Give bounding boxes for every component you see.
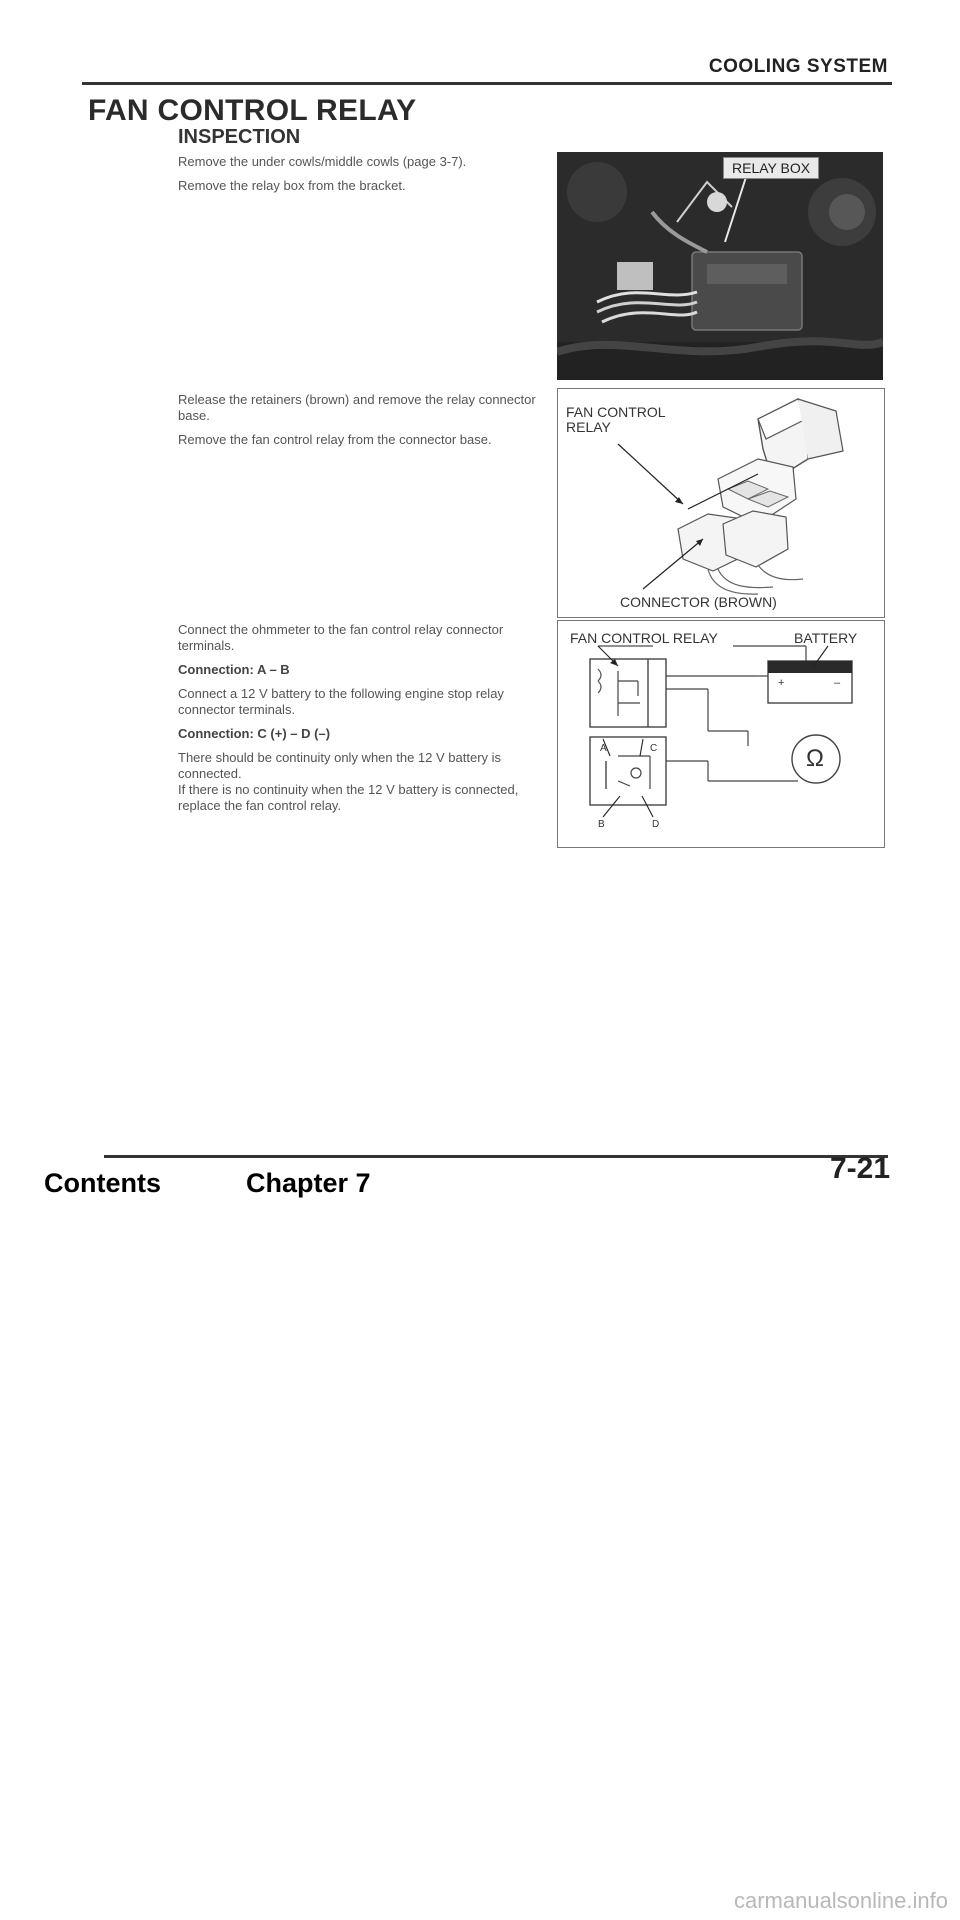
terminal-a-label: A — [600, 743, 607, 754]
step-text: Connect a 12 V battery to the following engine stop relay connector terminals. — [178, 686, 504, 717]
relay-test-circuit-figure — [557, 620, 885, 848]
ohmmeter-icon: Ω — [806, 745, 824, 772]
contents-link[interactable]: Contents — [44, 1168, 161, 1198]
bottom-rule — [104, 1155, 888, 1158]
subsection-title: INSPECTION — [178, 126, 301, 148]
instruction-block-3 — [178, 622, 548, 822]
connection-label: Connection: C (+) – D (–) — [178, 726, 331, 741]
battery-label: BATTERY — [794, 630, 858, 646]
relay-connector-drawing — [558, 389, 884, 617]
fan-control-relay-circuit-label: FAN CONTROL RELAY — [570, 630, 718, 646]
connector-brown-label: CONNECTOR (BROWN) — [620, 594, 777, 610]
step-text: Remove the under cowls/middle cowls (page 3-7). — [178, 154, 467, 169]
instruction-block-1 — [178, 154, 548, 202]
connection-label: Connection: A – B — [178, 662, 290, 677]
relay-box-photo — [557, 152, 883, 380]
step-text: If there is no continuity when the 12 V battery is connected, replace the fan control relay. — [178, 782, 519, 813]
terminal-d-label: D — [652, 819, 660, 830]
terminal-b-label: B — [598, 819, 605, 830]
battery-minus-label: – — [834, 677, 841, 689]
relay-box-label: RELAY BOX — [723, 157, 819, 179]
page-title: FAN CONTROL RELAY — [88, 94, 417, 127]
section-header: COOLING SYSTEM — [708, 56, 888, 77]
top-rule — [82, 82, 892, 85]
instruction-block-2 — [178, 392, 548, 456]
step-text: Release the retainers (brown) and remove the relay connector base. — [178, 392, 536, 423]
step-text: Remove the relay box from the bracket. — [178, 178, 406, 193]
terminal-c-label: C — [650, 743, 658, 754]
relay-box-photo-art — [557, 152, 883, 380]
battery-plus-label: + — [778, 677, 785, 689]
step-text: There should be continuity only when the 12 V battery is connected. — [178, 750, 502, 781]
chapter-link[interactable]: Chapter 7 — [246, 1168, 371, 1198]
step-text: Remove the fan control relay from the connector base. — [178, 432, 492, 447]
step-text: Connect the ohmmeter to the fan control relay connector terminals. — [178, 622, 504, 653]
page-number: 7-21 — [829, 1152, 890, 1185]
relay-test-circuit-drawing — [558, 621, 884, 847]
fan-control-relay-label: FAN CONTROL RELAY — [566, 404, 666, 435]
watermark: carmanualsonline.info — [733, 1888, 948, 1913]
relay-connector-figure — [557, 388, 885, 618]
